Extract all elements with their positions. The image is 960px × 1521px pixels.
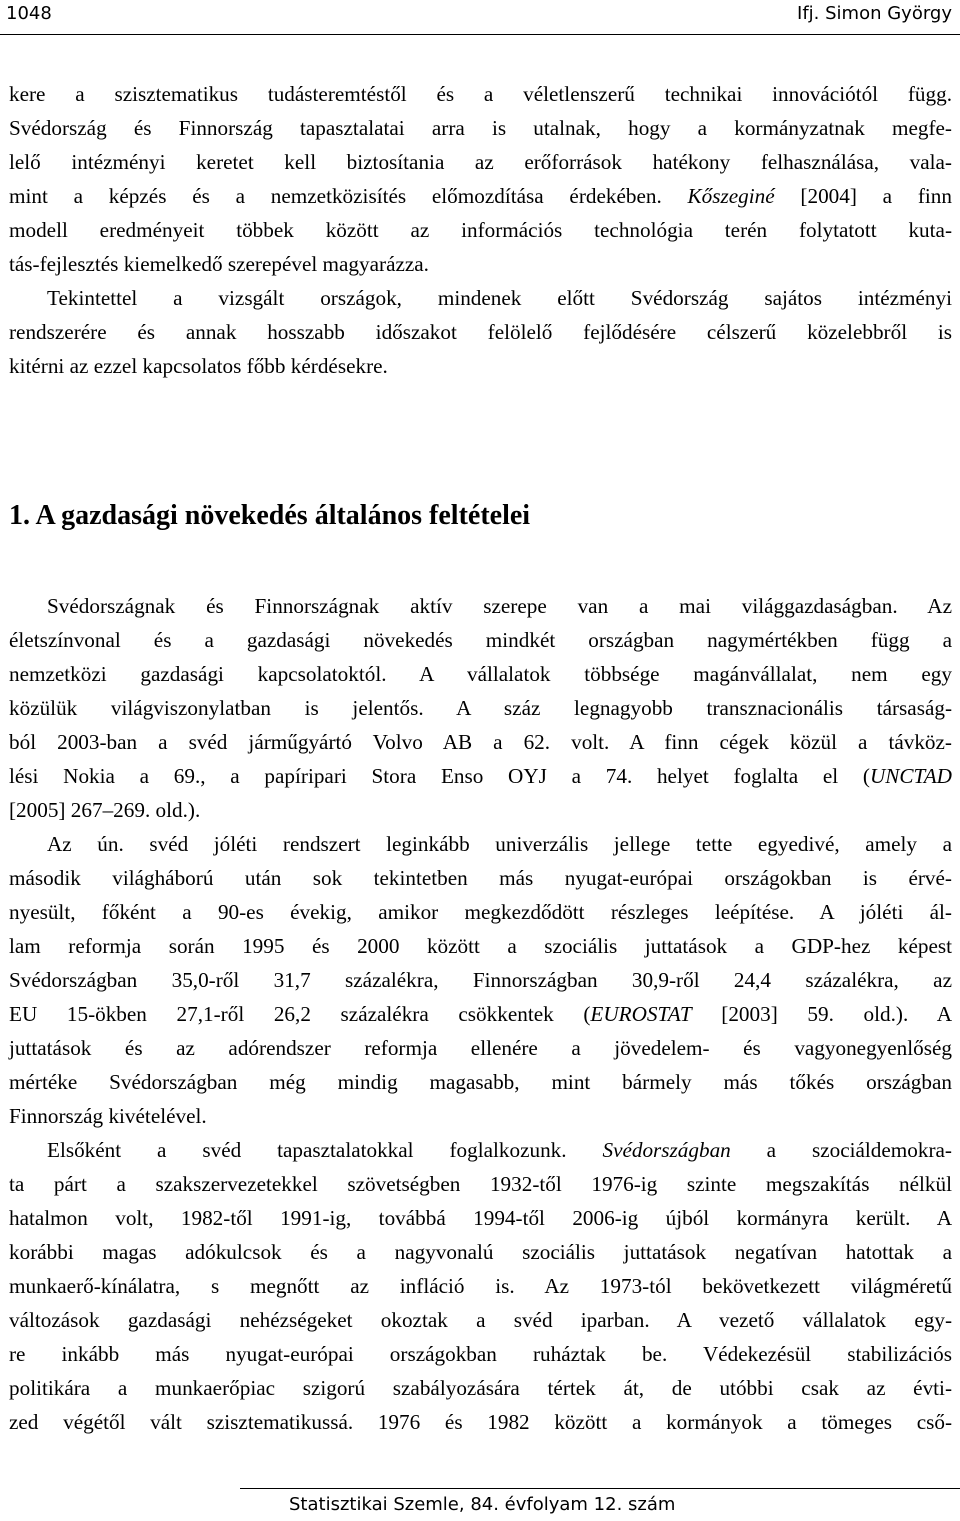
text-line: Finnország kivételével. (9, 1104, 207, 1128)
emphasis-word: Svédországban (602, 1138, 731, 1162)
text-line: modell eredményeit többek között az információs technológia terén folytatott kuta- (9, 218, 952, 242)
text-line: korábbi magas adókulcsok és a nagyvonalú szociális juttatások negatívan hatottak a (9, 1240, 952, 1264)
running-head (0, 0, 960, 35)
text-line: nemzetközi gazdasági kapcsolatoktól. A vállalatok többsége magánvállalat, nem egy (9, 662, 952, 686)
text-line: mint a képzés és a nemzetközisítés előmozdítása érdekében. Kőszeginé [2004] a finn (9, 184, 952, 208)
text-line: politikára a munkaerőpiac szigorú szabályozására tértek át, de utóbbi csak az évti- (9, 1376, 952, 1400)
text-line: Svédországnak és Finnországnak aktív szerepe van a mai világgazdaságban. Az (47, 594, 952, 618)
text-line: Tekintettel a vizsgált országok, mindenek előtt Svédország sajátos intézményi (47, 286, 952, 310)
text-line: EU 15-ökben 27,1-ről 26,2 százalékra csökkentek (EUROSTAT [2003] 59. old.). A (9, 1002, 953, 1026)
section-heading: 1. A gazdasági növekedés általános feltételei (9, 500, 531, 531)
text-line: mértéke Svédországban még mindig magasabb, mint bármely más tőkés országban (9, 1070, 952, 1094)
text-line: lési Nokia a 69., a papíripari Stora Enso OYJ a 74. helyet foglalta el (UNCTAD (9, 764, 952, 788)
text-line: Elsőként a svéd tapasztalatokkal foglalkozunk. Svédországban a szociáldemokra- (47, 1138, 952, 1162)
text-line: rendszerére és annak hosszabb időszakot felölelő fejlődésére célszerű közelebbről is (9, 320, 952, 344)
page-number: 1048 (6, 3, 52, 24)
text-line: juttatások és az adórendszer reformja ellenére a jövedelem- és vagyonegyenlőség (9, 1036, 952, 1060)
text-line: Svédországban 35,0-ről 31,7 százalékra, Finnországban 30,9-ről 24,4 százalékra, az (9, 968, 952, 992)
text-line: ta párt a szakszervezetekkel szövetségben 1932-től 1976-ig szinte megszakítás nélkül (9, 1172, 952, 1196)
text-line: kitérni az ezzel kapcsolatos főbb kérdésekre. (9, 354, 388, 378)
text-line: életszínvonal és a gazdasági növekedés mindkét országban nagymértékben függ a (9, 628, 952, 652)
text-line: zed végétől vált szisztematikussá. 1976 és 1982 között a kormányok a tömeges cső- (9, 1410, 952, 1434)
text-line: lelő intézményi keretet kell biztosítania az erőforrások hatékony felhasználása, vala- (9, 150, 952, 174)
running-head-author: Ifj. Simon György (797, 3, 952, 24)
text-line: lam reformja során 1995 és 2000 között a szociális juttatások a GDP-hez képest (9, 934, 952, 958)
journal-footer: Statisztikai Szemle, 84. évfolyam 12. szám (289, 1494, 676, 1515)
text-line: Az ún. svéd jóléti rendszert leginkább univerzális jellege tette egyedivé, amely a (47, 832, 952, 856)
citation-source: EUROSTAT (590, 1002, 692, 1026)
text-line: kere a szisztematikus tudásteremtéstől és a véletlenszerű technikai innovációtól függ. (9, 82, 952, 106)
text-line: tás-fejlesztés kiemelkedő szerepével magyarázza. (9, 252, 429, 276)
text-line: nyesült, főként a 90-es évekig, amikor megkezdődött részleges leépítése. A jóléti ál- (9, 900, 952, 924)
text-line: Svédország és Finnország tapasztalatai arra is utalnak, hogy a kormányzatnak megfe- (9, 116, 952, 140)
text-line: ból 2003-ban a svéd járműgyártó Volvo AB a 62. volt. A finn cégek közül a távköz- (9, 730, 952, 754)
citation-source: UNCTAD (869, 764, 952, 788)
citation-author: Kőszeginé (687, 184, 775, 208)
text-line: második világháború után sok tekintetben más nyugat-európai országokban is érvé- (9, 866, 952, 890)
text-line: változások gazdasági nehézségeket okoztak a svéd iparban. A vezető vállalatok egy- (9, 1308, 952, 1332)
text-block-intro (9, 77, 952, 383)
text-line: közülük világviszonylatban is jelentős. A száz legnagyobb transznacionális társaság- (9, 696, 952, 720)
text-block-section (9, 589, 952, 1439)
text-line: munkaerő-kínálatra, s megnőtt az infláció is. Az 1973-tól bekövetkezett világméretű (9, 1274, 952, 1298)
text-line: [2005] 267–269. old.). (9, 798, 201, 822)
text-line: hatalmon volt, 1982-től 1991-ig, továbbá 1994-től 2006-ig újból kormányra került. A (9, 1206, 952, 1230)
text-line: re inkább más nyugat-európai országokban ruháztak be. Védekezésül stabilizációs (9, 1342, 952, 1366)
footer-rule (240, 1488, 960, 1489)
